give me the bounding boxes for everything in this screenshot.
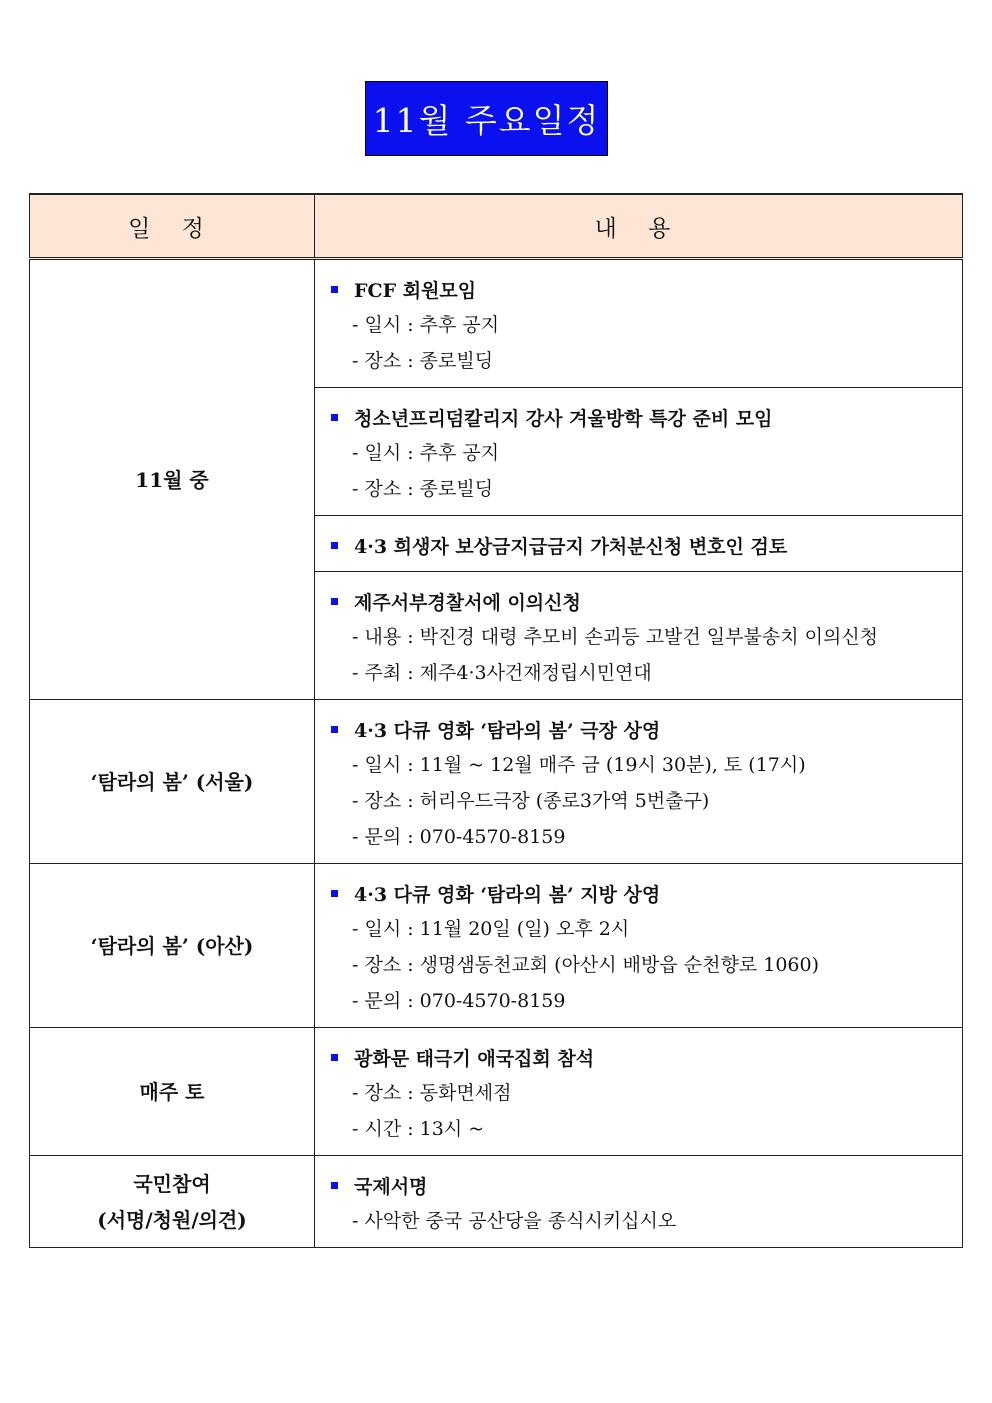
schedule-item-detail: - 사악한 중국 공산당을 종식시키십시오 — [352, 1210, 677, 1232]
schedule-content-cell — [315, 1156, 963, 1248]
table-row — [30, 259, 963, 388]
schedule-item-detail: - 일시 : 추후 공지 — [352, 314, 500, 336]
table-row — [30, 864, 963, 1028]
schedule-item-title-text: 청소년프리덤칼리지 강사 겨울방학 특강 준비 모임 — [354, 407, 773, 430]
square-bullet-icon — [331, 286, 338, 293]
schedule-content-cell — [315, 864, 963, 1028]
square-bullet-icon — [331, 1054, 338, 1061]
header-date: 일 정 — [30, 194, 315, 259]
schedule-item-title — [329, 1167, 948, 1203]
schedule-content-cell — [315, 516, 963, 572]
schedule-item-title-text: FCF 회원모임 — [354, 279, 477, 302]
schedule-date-cell: ‘탐라의 봄’ (아산) — [30, 864, 315, 1028]
square-bullet-icon — [331, 542, 338, 549]
schedule-item-title-text: 4·3 다큐 영화 ‘탐라의 봄’ 극장 상영 — [354, 719, 661, 742]
schedule-item-title-text: 4·3 희생자 보상금지급금지 가처분신청 변호인 검토 — [354, 535, 788, 558]
schedule-item-detail: - 일시 : 추후 공지 — [352, 442, 500, 464]
schedule-item-detail: - 일시 : 11월 20일 (일) 오후 2시 — [352, 918, 630, 940]
schedule-date-cell — [30, 1156, 315, 1248]
schedule-content-cell — [315, 700, 963, 864]
schedule-date-cell: 매주 토 — [30, 1028, 315, 1156]
schedule-table — [29, 193, 963, 1248]
schedule-item-title — [329, 271, 948, 307]
square-bullet-icon — [331, 726, 338, 733]
schedule-item-title-text: 제주서부경찰서에 이의신청 — [354, 591, 581, 614]
schedule-item-detail: - 시간 : 13시 ~ — [352, 1118, 485, 1140]
schedule-content-cell — [315, 259, 963, 388]
schedule-item-title — [329, 875, 948, 911]
schedule-item-title — [329, 527, 948, 563]
square-bullet-icon — [331, 598, 338, 605]
schedule-item-detail: - 문의 : 070-4570-8159 — [352, 826, 566, 848]
schedule-item-title-text: 광화문 태극기 애국집회 참석 — [354, 1047, 595, 1070]
schedule-item-detail: - 장소 : 허리우드극장 (종로3가역 5번출구) — [352, 790, 710, 812]
schedule-item-detail: - 주최 : 제주4·3사건재정립시민연대 — [352, 662, 652, 684]
schedule-date-line: (서명/청원/의견) — [97, 1207, 247, 1232]
schedule-date-line: 국민참여 — [133, 1171, 211, 1196]
table-row — [30, 1156, 963, 1248]
square-bullet-icon — [331, 890, 338, 897]
schedule-item-detail: - 장소 : 동화면세점 — [352, 1082, 512, 1104]
schedule-item-detail: - 장소 : 생명샘동천교회 (아산시 배방읍 순천향로 1060) — [352, 954, 820, 976]
schedule-item-detail: - 장소 : 종로빌딩 — [352, 350, 494, 372]
schedule-item-title — [329, 711, 948, 747]
square-bullet-icon — [331, 414, 338, 421]
schedule-body — [30, 259, 963, 1248]
table-row — [30, 1028, 963, 1156]
header-content: 내 용 — [315, 194, 963, 259]
schedule-content-cell — [315, 388, 963, 516]
schedule-item-detail: - 일시 : 11월 ~ 12월 매주 금 (19시 30분), 토 (17시) — [352, 754, 806, 776]
schedule-item-detail: - 문의 : 070-4570-8159 — [352, 990, 566, 1012]
square-bullet-icon — [331, 1182, 338, 1189]
table-row — [30, 700, 963, 864]
schedule-item-detail: - 장소 : 종로빌딩 — [352, 478, 494, 500]
schedule-content-cell — [315, 1028, 963, 1156]
schedule-date-cell: ‘탐라의 봄’ (서울) — [30, 700, 315, 864]
page-title: 11월 주요일정 — [365, 81, 608, 156]
schedule-item-title-text: 국제서명 — [354, 1175, 428, 1198]
schedule-item-title — [329, 583, 948, 619]
schedule-content-cell — [315, 572, 963, 700]
schedule-item-detail: - 내용 : 박진경 대령 추모비 손괴등 고발건 일부불송치 이의신청 — [352, 626, 879, 648]
schedule-item-title-text: 4·3 다큐 영화 ‘탐라의 봄’ 지방 상영 — [354, 883, 661, 906]
schedule-item-title — [329, 1039, 948, 1075]
table-header-row — [30, 194, 963, 259]
schedule-date-cell: 11월 중 — [30, 259, 315, 700]
schedule-item-title — [329, 399, 948, 435]
